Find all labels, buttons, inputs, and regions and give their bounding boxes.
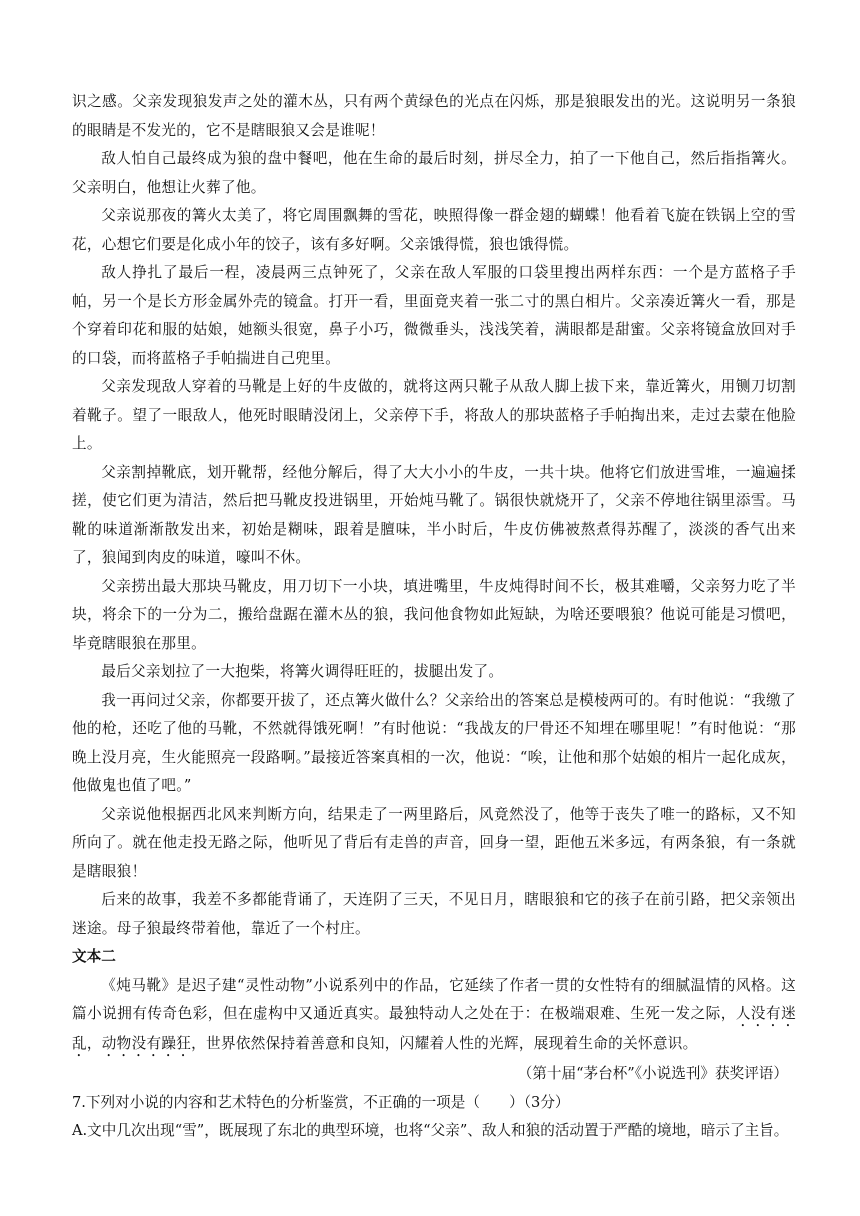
paragraph-5: 父亲发现敌人穿着的马靴是上好的牛皮做的，就将这两只靴子从敌人脚上拔下来，靠近篝火，用铡刀切割着靴子。望了一眼敌人，他死时眼睛没闭上，父亲停下手，将敌人的那块蓝格子手帕掏出来，走过去蒙在他脸上。 [72, 378, 796, 452]
paragraph-7: 父亲捞出最大那块马靴皮，用刀切下一小块，填进嘴里，牛皮炖得时间不长，极其难嚼，父亲努力吃了半块，将余下的一分为二，搬给盘踞在灌木丛的狼，我问他食物如此短缺，为啥还要喂狼？他说可能是习惯吧，毕竟瞎眼狼在那里。 [72, 577, 796, 652]
paragraph-9: 我一再问过父亲，你都要开拔了，还点篝火做什么？父亲给出的答案总是模棱两可的。有时他说：“我缴了他的枪，还吃了他的马靴，不然就得饿死啊！”有时他说：“我战友的尸骨还不知埋在哪里呢！”有时他说：“那晚上没月亮，生火能照亮一段路啊。”最接近答案真相的一次，他说：“唉，让他和那个姑娘的相片一起化成灰，他做鬼也值了吧。” [72, 691, 796, 794]
paragraph-3: 父亲说那夜的篝火太美了，将它周围飘舞的雪花，映照得像一群金翅的蝴蝶！他看着飞旋在铁锅上空的雪花，心想它们要是化成小年的饺子，该有多好啊。父亲饿得慌，狼也饿得慌。 [72, 207, 796, 253]
paragraph-10: 父亲说他根据西北风来判断方向，结果走了一两里路后，风竟然没了，他等于丧失了唯一的路标，又不知所向了。就在他走投无路之际，他听见了背后有走兽的声音，回身一望，距他五米多远，有两条狼，有一条就是瞎眼狼！ [72, 805, 796, 880]
paragraph-6: 父亲割掉靴底，划开靴帮，经他分解后，得了大大小小的牛皮，一共十块。他将它们放进雪堆，一遍遍揉搓，使它们更为清洁，然后把马靴皮投进锅里，开始炖马靴了。锅很快就烧开了，父亲不停地往锅里添雪。马靴的味道渐渐散发出来，初始是糊味，跟着是膻味，半小时后，牛皮仿佛被熬煮得苏醒了，淡淡的香气出来了，狼闻到肉皮的味道，嚎叫不休。 [72, 463, 796, 566]
text2-emphasis: 人没有迷乱，动物没有躁狂 [72, 1005, 796, 1052]
text2-heading: 文本二 [72, 948, 116, 965]
question-option-a: A.文中几次出现“雪”，既展现了东北的典型环境，也将“父亲”、敌人和狼的活动置于严酷的境地，暗示了主旨。 [72, 1122, 789, 1139]
text2-paragraph [72, 972, 796, 1061]
text2-after: ，世界依然保持着善意和良知，闪耀着人性的光辉，展现着生命的关怀意识。 [191, 1035, 698, 1052]
paragraph-1: 识之感。父亲发现狼发声之处的灌木丛，只有两个黄绿色的光点在闪烁，那是狼眼发出的光。这说明另一条狼的眼睛是不发光的，它不是瞎眼狼又会是谁呢！ [72, 93, 796, 139]
document-page [72, 88, 796, 1146]
paragraph-4: 敌人挣扎了最后一程，凌晨两三点钟死了，父亲在敌人军服的口袋里搜出两样东西：一个是方蓝格子手帕，另一个是长方形金属外壳的镜盒。打开一看，里面竟夹着一张二寸的黑白相片。父亲凑近篝火一看，那是个穿着印花和服的姑娘，她额头很宽，鼻子小巧，微微垂头，浅浅笑着，满眼都是甜蜜。父亲将镜盒放回对手的口袋，而将蓝格子手帕揣进自己兜里。 [72, 264, 796, 367]
paragraph-11: 后来的故事，我差不多都能背诵了，天连阴了三天，不见日月，瞎眼狼和它的孩子在前引路，把父亲领出迷途。母子狼最终带着他，靠近了一个村庄。 [72, 891, 796, 937]
paragraph-8: 最后父亲划拉了一大抱柴，将篝火调得旺旺的，拔腿出发了。 [101, 663, 504, 680]
text2-source: （第十届“茅台杯”《小说选刊》获奖评语） [517, 1065, 788, 1082]
paragraph-2: 敌人怕自己最终成为狼的盘中餐吧，他在生命的最后时刻，拼尽全力，拍了一下他自己，然后指指篝火。父亲明白，他想让火葬了他。 [72, 150, 796, 196]
text2-before: 《炖马靴》是迟子建“灵性动物”小说系列中的作品，它延续了作者一贯的女性特有的细腻温情的风格。这篇小说拥有传奇色彩，但在虚构中又通近真实。最独特动人之处在于：在极端艰难、生死一发之际， [72, 976, 796, 1022]
question-stem: 7.下列对小说的内容和艺术特色的分析鉴赏，不正确的一项是（ ）（3分） [72, 1093, 570, 1111]
